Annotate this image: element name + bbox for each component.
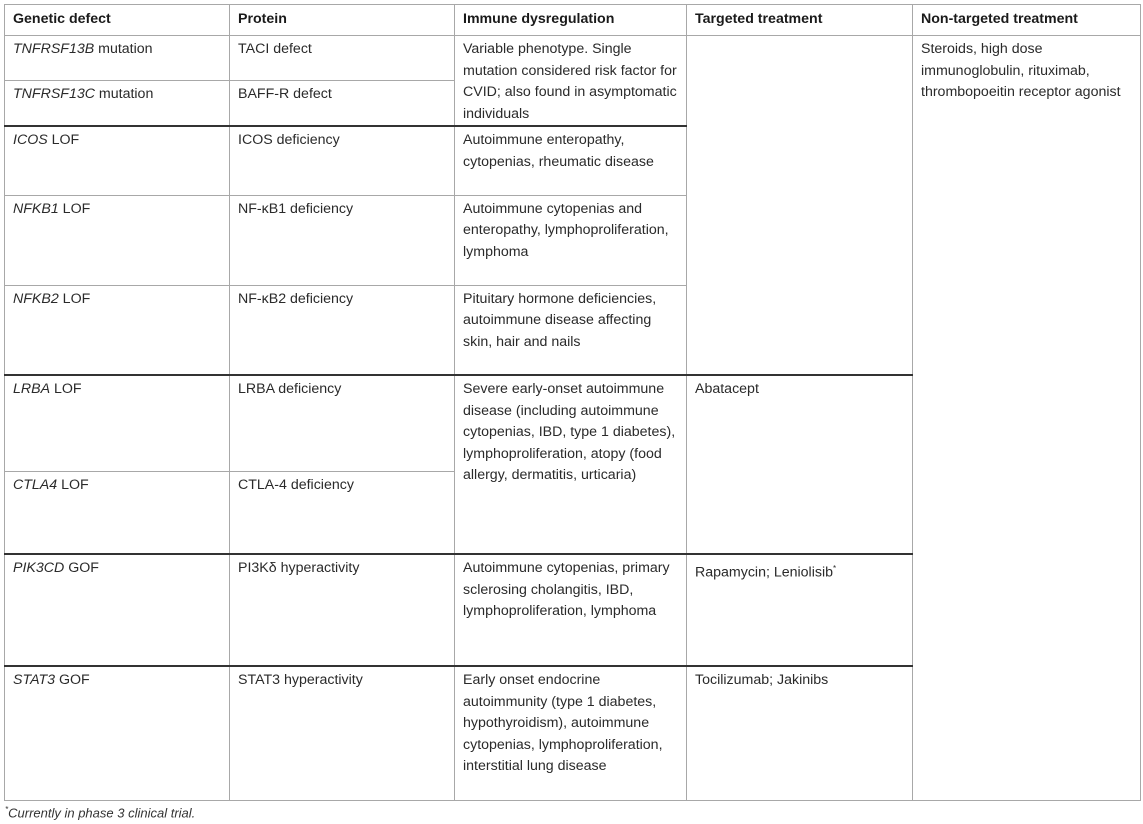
- dysregulation-cell: Early onset endocrine autoimmunity (type 1 diabetes, hypothyroidism), autoimmune cytopenias, lymphoproliferation, interstitial lung disease: [455, 666, 687, 800]
- genetic-defect-cell: ICOS LOF: [5, 126, 230, 195]
- genetic-defect-cell: NFKB1 LOF: [5, 195, 230, 285]
- immune-dysregulation-table: [4, 4, 1141, 801]
- protein-cell: ICOS deficiency: [230, 126, 455, 195]
- table-footnote: *Currently in phase 3 clinical trial.: [5, 805, 196, 821]
- genetic-defect-cell: NFKB2 LOF: [5, 285, 230, 375]
- table-row: [5, 36, 1141, 81]
- genetic-defect-cell: TNFRSF13C mutation: [5, 81, 230, 126]
- genetic-defect-cell: PIK3CD GOF: [5, 554, 230, 666]
- targeted-treatment-cell: Rapamycin; Leniolisib*: [687, 554, 913, 666]
- dysregulation-cell: Autoimmune cytopenias, primary sclerosing cholangitis, IBD, lymphoproliferation, lymphoma: [455, 554, 687, 666]
- header-immune-dysregulation: Immune dysregulation: [455, 5, 687, 36]
- genetic-defect-cell: STAT3 GOF: [5, 666, 230, 800]
- header-row: [5, 5, 1141, 36]
- header-non-targeted-treatment: Non-targeted treatment: [913, 5, 1141, 36]
- header-genetic-defect: Genetic defect: [5, 5, 230, 36]
- protein-cell: LRBA deficiency: [230, 375, 455, 471]
- protein-cell: TACI defect: [230, 36, 455, 81]
- non-targeted-treatment-cell: Steroids, high dose immunoglobulin, rituximab, thrombopoeitin receptor agonist: [913, 36, 1141, 801]
- header-protein: Protein: [230, 5, 455, 36]
- dysregulation-cell: Severe early-onset autoimmune disease (including autoimmune cytopenias, IBD, type 1 diabetes), lymphoproliferation, atopy (food allergy, dermatitis, urticaria): [455, 375, 687, 554]
- dysregulation-cell: Pituitary hormone deficiencies, autoimmune disease affecting skin, hair and nails: [455, 285, 687, 375]
- targeted-treatment-cell: [687, 36, 913, 376]
- footnote-marker: *: [833, 564, 837, 573]
- protein-cell: BAFF-R defect: [230, 81, 455, 126]
- protein-cell: STAT3 hyperactivity: [230, 666, 455, 800]
- genetic-defect-cell: LRBA LOF: [5, 375, 230, 471]
- header-targeted-treatment: Targeted treatment: [687, 5, 913, 36]
- protein-cell: NF-κB2 deficiency: [230, 285, 455, 375]
- genetic-defect-cell: CTLA4 LOF: [5, 471, 230, 554]
- protein-cell: NF-κB1 deficiency: [230, 195, 455, 285]
- genetic-defect-cell: TNFRSF13B mutation: [5, 36, 230, 81]
- protein-cell: PI3Kδ hyperactivity: [230, 554, 455, 666]
- dysregulation-cell: Variable phenotype. Single mutation considered risk factor for CVID; also found in asymptomatic individuals: [455, 36, 687, 127]
- targeted-treatment-cell: Abatacept: [687, 375, 913, 554]
- dysregulation-cell: Autoimmune cytopenias and enteropathy, lymphoproliferation, lymphoma: [455, 195, 687, 285]
- protein-cell: CTLA-4 deficiency: [230, 471, 455, 554]
- dysregulation-cell: Autoimmune enteropathy, cytopenias, rheumatic disease: [455, 126, 687, 195]
- targeted-treatment-cell: Tocilizumab; Jakinibs: [687, 666, 913, 800]
